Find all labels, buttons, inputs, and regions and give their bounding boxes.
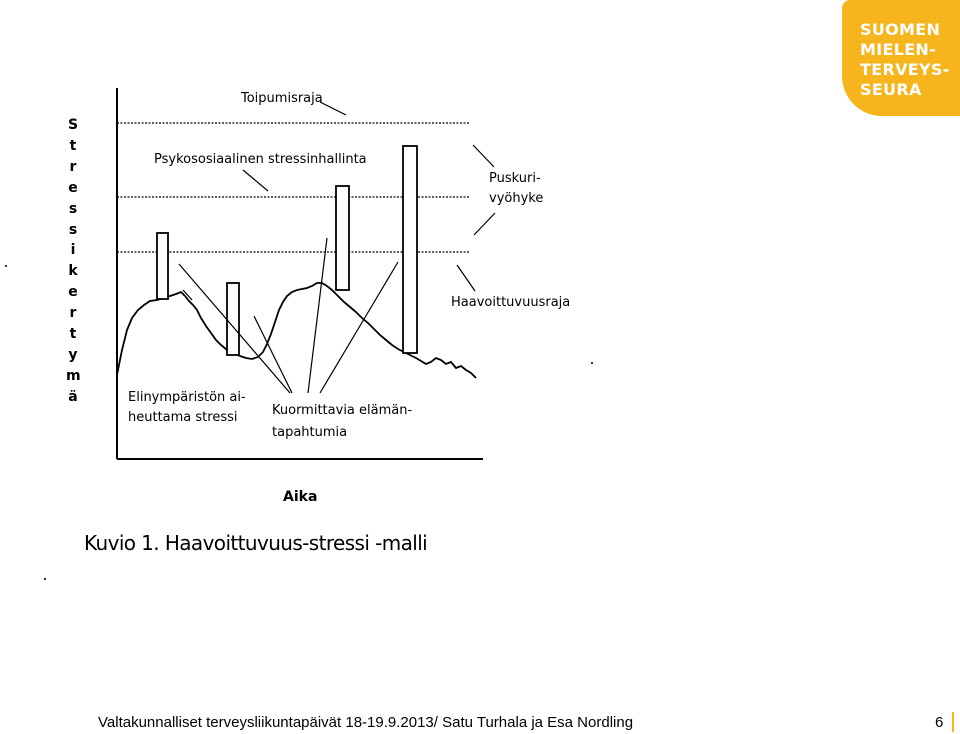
pointer-buffer-bottom (474, 213, 495, 235)
stray-dot (44, 578, 46, 580)
buffer-label-2: vyöhyke (489, 191, 544, 206)
stray-dot (591, 362, 593, 364)
y-axis-label-letter: i (70, 242, 76, 259)
pointer-psychosocial (243, 170, 268, 191)
y-axis-label-letter: s (68, 200, 78, 217)
recovery-limit-label: Toipumisraja (241, 91, 323, 106)
y-axis-label-letter: r (69, 158, 77, 175)
events-label-2: tapahtumia (272, 425, 348, 440)
x-axis-label: Aika (283, 489, 318, 505)
pointer-buffer-top (473, 145, 494, 167)
logo-line-1: SUOMEN (860, 20, 941, 39)
vulnerability-limit-label: Haavoittuvuusraja (451, 295, 571, 310)
y-axis-label-letter: ä (68, 388, 78, 405)
event-spike-4 (403, 146, 417, 353)
y-axis-label-letter: k (68, 263, 78, 280)
y-axis-label-letter: t (69, 326, 77, 343)
logo-line-3: TERVEYS- (860, 60, 950, 79)
stress-curve (117, 283, 476, 378)
event-spike-3 (336, 186, 349, 290)
environment-label-1: Elinympäristön ai- (128, 390, 246, 405)
y-axis-label-letter: e (68, 179, 78, 196)
pointer-vulnerability (457, 265, 475, 291)
y-axis-label-letter: m (66, 367, 81, 384)
y-axis-label-letter: r (69, 305, 77, 322)
logo-line-4: SEURA (860, 80, 922, 99)
pointer-recovery (320, 102, 346, 115)
psychosocial-label: Psykososiaalinen stressinhallinta (154, 152, 367, 167)
page-separator (952, 712, 954, 732)
environment-label-2: heuttama stressi (128, 410, 238, 425)
buffer-label-1: Puskuri- (489, 171, 541, 186)
y-axis-label-letter: t (69, 137, 77, 154)
y-axis-label-letter: y (68, 346, 78, 363)
y-axis-label-letter: e (68, 284, 78, 301)
footer-text: Valtakunnalliset terveysliikuntapäivät 18-19.9.2013/ Satu Turhala ja Esa Nordling (98, 714, 634, 731)
y-axis-label-letter: s (68, 221, 78, 238)
pointer-event-4 (320, 262, 398, 393)
figure-caption: Kuvio 1. Haavoittuvuus-stressi -malli (84, 531, 428, 555)
events-label-1: Kuormittavia elämän- (272, 403, 413, 418)
stray-dot (5, 265, 7, 267)
logo-line-2: MIELEN- (860, 40, 937, 59)
pointer-event-3 (308, 238, 327, 393)
page-number: 6 (935, 714, 944, 731)
event-spike-2 (227, 283, 239, 355)
y-axis-label-letter: S (67, 117, 79, 133)
event-spike-1 (157, 233, 168, 299)
